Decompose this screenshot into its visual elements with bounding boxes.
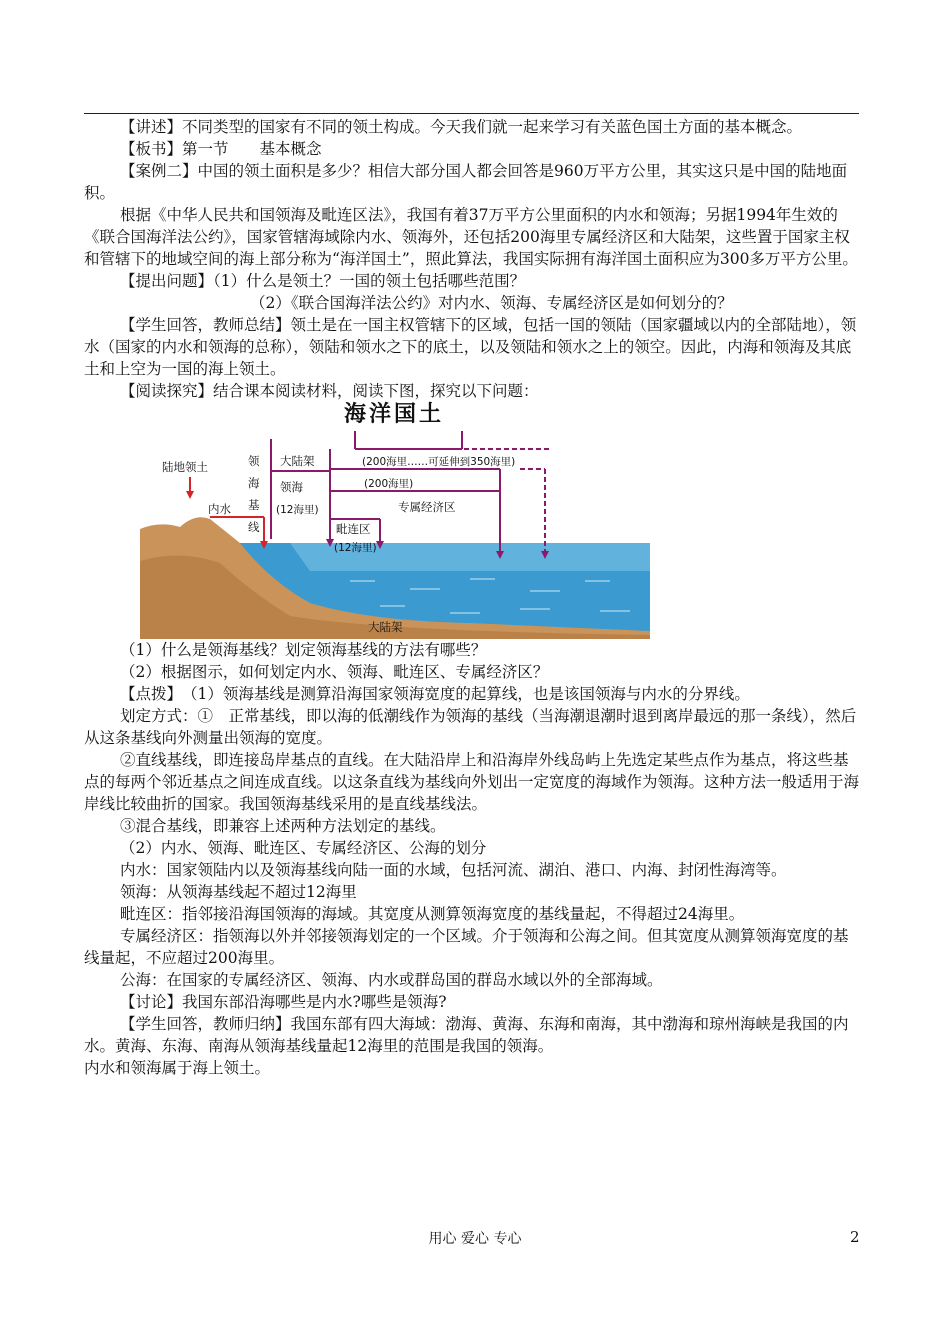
- ocean-territory-diagram: [140, 431, 650, 639]
- label-eez-range: (200海里): [364, 478, 414, 490]
- paragraph-summary: 【学生回答，教师归纳】我国东部有四大海域：渤海、黄海、东海和南海，其中渤海和琼州海峡是我国的内水。黄海、东海、南海从领海基线量起12海里的范围是我国的领海。: [84, 1015, 849, 1055]
- paragraph-case: 【案例二】中国的领土面积是多少？相信大部分国人都会回答是960万平方公里，其实这只是中国的陆地面积。: [84, 162, 848, 202]
- page-body: [84, 116, 860, 1079]
- paragraph-law: 根据《中华人民共和国领海及毗连区法》，我国有着37万平方公里面积的内水和领海；另据1994年生效的《联合国海洋法公约》，国家管辖海域除内水、领海外，还包括200海里专属经济区和大陆架，这些置于国家主权和管辖下的地域空间的海上部分称为“海洋国土”，照此算法，我国实际拥有海洋国土面积应为300多万平方公里。: [84, 206, 858, 268]
- paragraph-narration: 【讲述】不同类型的国家有不同的领土构成。今天我们就一起来学习有关蓝色国土方面的基本概念。: [120, 118, 803, 136]
- paragraph-question-2: （2）《联合国海洋法公约》对内水、领海、专属经济区是如何划分的？: [250, 294, 733, 312]
- footer-motto: 用心 爱心 专心: [428, 1231, 522, 1247]
- baseline-char-4: 线: [248, 520, 260, 534]
- paragraph-division-title: （2）内水、领海、毗连区、专属经济区、公海的划分: [120, 839, 487, 857]
- paragraph-contiguous-zone: 毗连区：指邻接沿海国领海的海域。其宽度从测算领海宽度的基线量起，不得超过24海里。: [120, 905, 745, 923]
- label-shelf-top: 大陆架: [280, 454, 315, 468]
- paragraph-high-seas: 公海：在国家的专属经济区、领海、内水或群岛国的群岛水域以外的全部海域。: [120, 971, 663, 989]
- figure-title: 海洋国土: [344, 402, 445, 427]
- question-division: （2）根据图示，如何划定内水、领海、毗连区、专属经济区？: [120, 663, 549, 681]
- paragraph-mixed-baseline: ③混合基线，即兼容上述两种方法划定的基线。: [120, 817, 446, 835]
- paragraph-conclusion: 内水和领海属于海上领土。: [84, 1059, 271, 1077]
- baseline-char-2: 海: [248, 476, 260, 490]
- paragraph-hint: 【点拨】 （1）领海基线是测算沿海国家领海宽度的起算线，也是该国领海与内水的分界线。: [120, 685, 750, 703]
- label-land-territory: 陆地领土: [162, 460, 208, 474]
- paragraph-eez: 专属经济区：指领海以外并邻接领海划定的一个区域。介于领海和公海之间。但其宽度从测算领海宽度的基线量起，不应超过200海里。: [84, 927, 849, 967]
- ocean-territory-figure: [140, 402, 650, 639]
- paragraph-reading: 【阅读探究】结合课本阅读材料，阅读下图，探究以下问题：: [120, 382, 539, 400]
- label-eez: 专属经济区: [398, 500, 456, 514]
- paragraph-territorial-sea: 领海：从领海基线起不超过12海里: [120, 883, 357, 901]
- label-territorial-sea: 领海: [280, 480, 303, 494]
- label-shelf-bottom: 大陆架: [368, 620, 403, 634]
- label-contig-range: (12海里): [334, 542, 377, 554]
- paragraph-method: 划定方式：① 正常基线，即以海的低潮线作为领海的基线（当海潮退潮时退到离岸最远的那一条线），然后从这条基线向外测量出领海的宽度。: [84, 707, 857, 747]
- paragraph-question-1: 【提出问题】（1）什么是领土？一国的领土包括哪些范围？: [120, 272, 526, 290]
- paragraph-board: 【板书】第一节 基本概念: [120, 140, 322, 158]
- baseline-char-1: 领: [248, 454, 260, 468]
- label-inner-water: 内水: [208, 502, 231, 516]
- paragraph-inner-water: 内水：国家领陆内以及领海基线向陆一面的水域，包括河流、湖泊、港口、内海、封闭性海湾等。: [120, 861, 787, 879]
- question-baseline: （1）什么是领海基线？划定领海基线的方法有哪些？: [120, 641, 487, 659]
- label-ts-range: (12海里): [276, 504, 319, 516]
- page-number: 2: [850, 1228, 860, 1246]
- paragraph-answer: 【学生回答，教师总结】领土是在一国主权管辖下的区域，包括一国的领陆（国家疆域以内的全部陆地），领水（国家的内水和领海的总称），领陆和领水之下的底土，以及领陆和领水之上的领空。因此，内海和领海及其底土和上空为一国的海上领土。: [84, 316, 857, 378]
- baseline-char-3: 基: [248, 498, 260, 512]
- paragraph-straight-baseline: ②直线基线，即连接岛岸基点的直线。在大陆沿岸上和沿海岸外线岛屿上先选定某些点作为基点，将这些基点的每两个邻近基点之间连成直线。以这条直线为基线向外划出一定宽度的海域作为领海。这种方法一般适用于海岸线比较曲折的国家。我国领海基线采用的是直线基线法。: [84, 751, 860, 813]
- label-contiguous-zone: 毗连区: [336, 522, 371, 536]
- header-rule: [84, 113, 859, 114]
- paragraph-discussion: 【讨论】我国东部沿海哪些是内水?哪些是领海?: [120, 993, 447, 1011]
- label-shelf-range: (200海里……可延伸到350海里): [362, 456, 516, 468]
